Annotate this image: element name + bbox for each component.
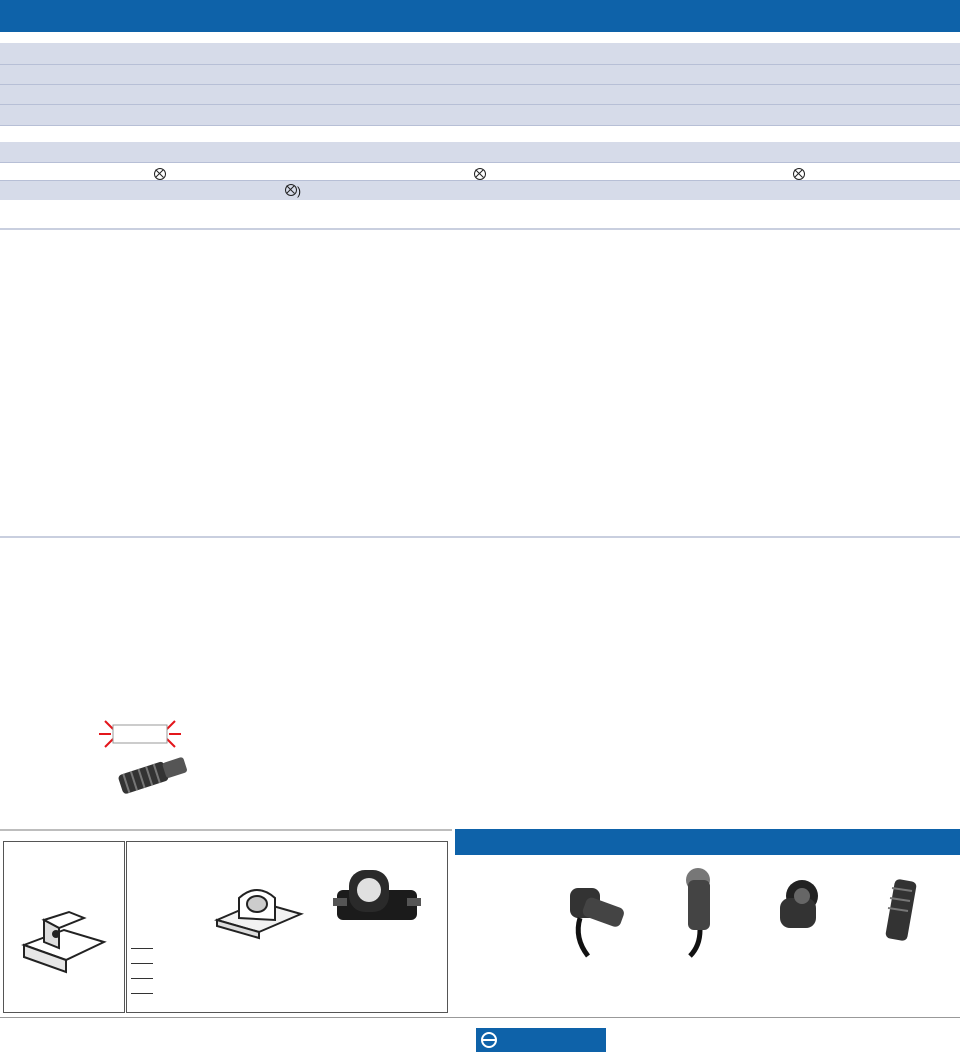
flange-table [131, 934, 153, 1008]
straight-connector-image [686, 868, 710, 956]
flange-ball-code [145, 994, 153, 1009]
flange-box [126, 841, 448, 1013]
snapc-connector-image [107, 755, 197, 795]
snapc-connector-small-image [885, 879, 917, 942]
header-bar [0, 0, 960, 32]
flange-ball-note [148, 949, 153, 964]
connectors-banner [455, 829, 960, 855]
bracket-image [14, 900, 114, 980]
screw-connector-image [780, 880, 818, 928]
flange-std-code [137, 994, 145, 1009]
led-symbol-c3 [793, 166, 805, 184]
flange-std-code [137, 979, 145, 994]
dims-band [0, 142, 960, 162]
flange-images [209, 860, 429, 942]
flange-header-std [137, 934, 145, 949]
led-text: ) [285, 184, 301, 198]
snapc-logo [85, 713, 195, 755]
bracket-box [3, 841, 125, 1013]
telemecanique-logo [476, 1028, 606, 1052]
flange-header-ball [145, 934, 153, 949]
flange-ball-code [145, 964, 153, 979]
led-symbol-c1 [154, 166, 166, 184]
flange-std-code [137, 964, 145, 979]
led-symbol-c2 [474, 166, 486, 184]
connector-images [540, 858, 960, 958]
angled-connector-image [570, 888, 626, 956]
flange-ball-code [145, 979, 153, 994]
